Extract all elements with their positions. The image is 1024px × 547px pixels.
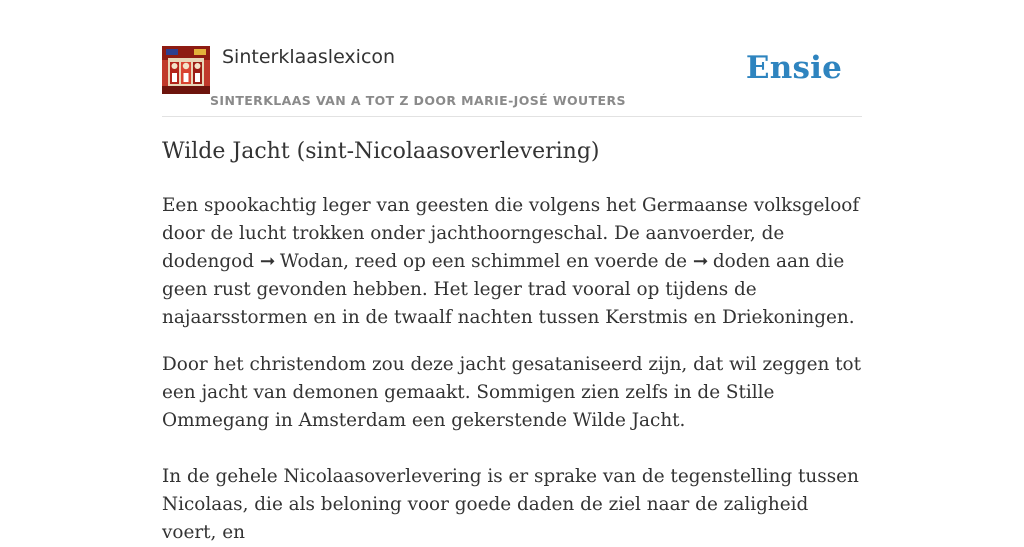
link-label: Wodan [279, 251, 344, 272]
arrow-right-icon: ➞ [259, 251, 276, 272]
cross-reference-link-wodan[interactable] [260, 251, 343, 272]
avatar[interactable] [162, 46, 210, 94]
arrow-right-icon: ➞ [692, 251, 709, 272]
site-name-link[interactable]: Sinterklaaslexicon [222, 46, 396, 68]
article-paragraph-3: In de gehele Nicolaasoverlevering is er sprake van de tegenstelling tussen Nicolaas, die als beloning voor goede daden de ziel naar de zaligheid voert, en [162, 466, 859, 543]
article-page [162, 0, 862, 543]
site-subtitle: SINTERKLAAS VAN A TOT Z DOOR MARIE-JOSÉ WOUTERS [210, 93, 626, 108]
paragraph-text: Een spookachtig leger van geesten die volgens het Germaanse volksgeloof door de lucht trokken onder jachthoorngeschal. De aanvoerder, de dodengod [162, 195, 860, 272]
link-label: doden [712, 251, 771, 272]
article-paragraph-2: Door het christendom zou deze jacht gesataniseerd zijn, dat wil zeggen tot een jacht van demonen gemaakt. Sommigen zien zelfs in de Stille Ommegang in Amsterdam een gekerstende Wilde Jacht. [162, 354, 861, 431]
sinterklaas-book-cover-icon [162, 46, 210, 94]
paragraph-text: , reed op een schimmel en voerde de [343, 251, 693, 272]
page-title: Wilde Jacht (sint-Nicolaasoverlevering) [162, 139, 600, 164]
ensie-brand-logo[interactable]: Ensie [745, 50, 842, 86]
article-paragraph-1 [162, 192, 862, 332]
site-header [162, 0, 862, 117]
paragraph-text: aan die geen rust gevonden hebben. Het leger trad vooral op tijdens de najaarsstormen en in de twaalf nachten tussen Kerstmis en Driekoningen. [162, 251, 855, 328]
cross-reference-link-doden[interactable] [693, 251, 770, 272]
